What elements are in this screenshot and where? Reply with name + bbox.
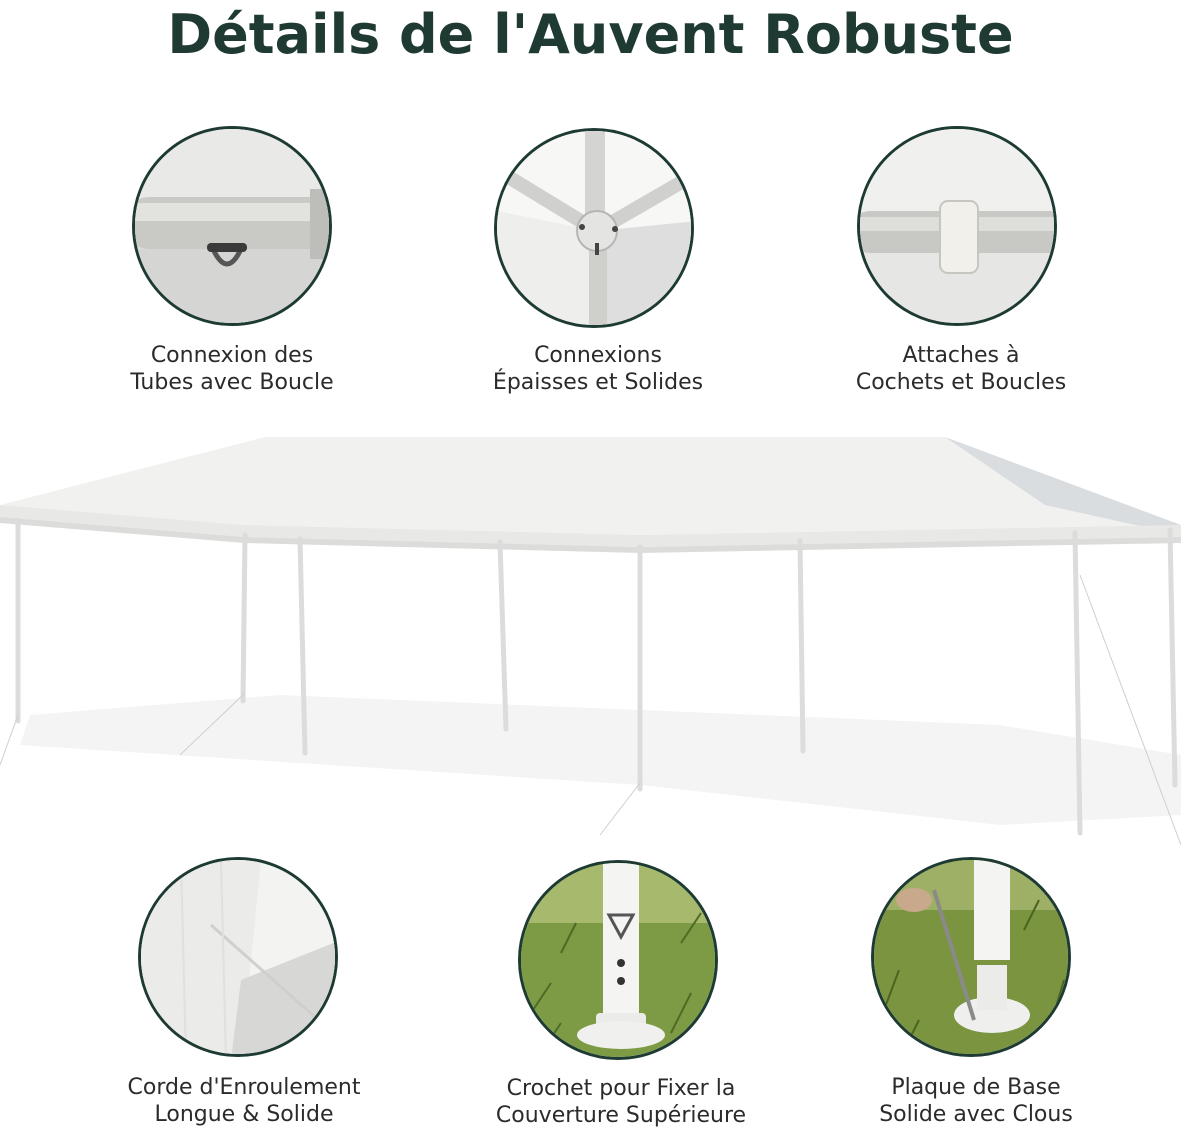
caption-line: Solide avec Clous: [879, 1102, 1073, 1127]
detail-caption-4: [84, 1074, 404, 1128]
tent-illustration: [0, 425, 1181, 845]
caption-line: Corde d'Enroulement: [127, 1075, 361, 1100]
caption-line: Plaque de Base: [891, 1075, 1061, 1100]
caption-line: Connexion des: [150, 343, 314, 368]
detail-caption-3: [801, 342, 1121, 396]
base-plate-stake-closeup-icon: [871, 857, 1071, 1057]
caption-line: Attaches à: [902, 343, 1020, 368]
detail-caption-5: [461, 1075, 781, 1129]
detail-caption-6: [816, 1074, 1136, 1128]
caption-line: Crochet pour Fixer la: [506, 1076, 736, 1101]
detail-caption-2: [438, 342, 758, 396]
caption-line: Cochets et Boucles: [855, 370, 1067, 395]
page-title: Détails de l'Auvent Robuste: [167, 3, 1014, 66]
joint-connector-closeup-icon: [494, 128, 694, 328]
caption-line: Longue & Solide: [154, 1102, 334, 1127]
caption-line: Tubes avec Boucle: [130, 370, 334, 395]
detail-caption-1: [72, 342, 392, 396]
caption-line: Connexions: [534, 343, 662, 368]
tube-buckle-closeup-icon: [132, 126, 332, 326]
guy-rope-closeup-icon: [138, 857, 338, 1057]
caption-line: Épaisses et Solides: [492, 370, 704, 395]
clip-fastener-closeup-icon: [857, 126, 1057, 326]
caption-line: Couverture Supérieure: [495, 1103, 747, 1128]
hook-pole-closeup-icon: [518, 860, 718, 1060]
